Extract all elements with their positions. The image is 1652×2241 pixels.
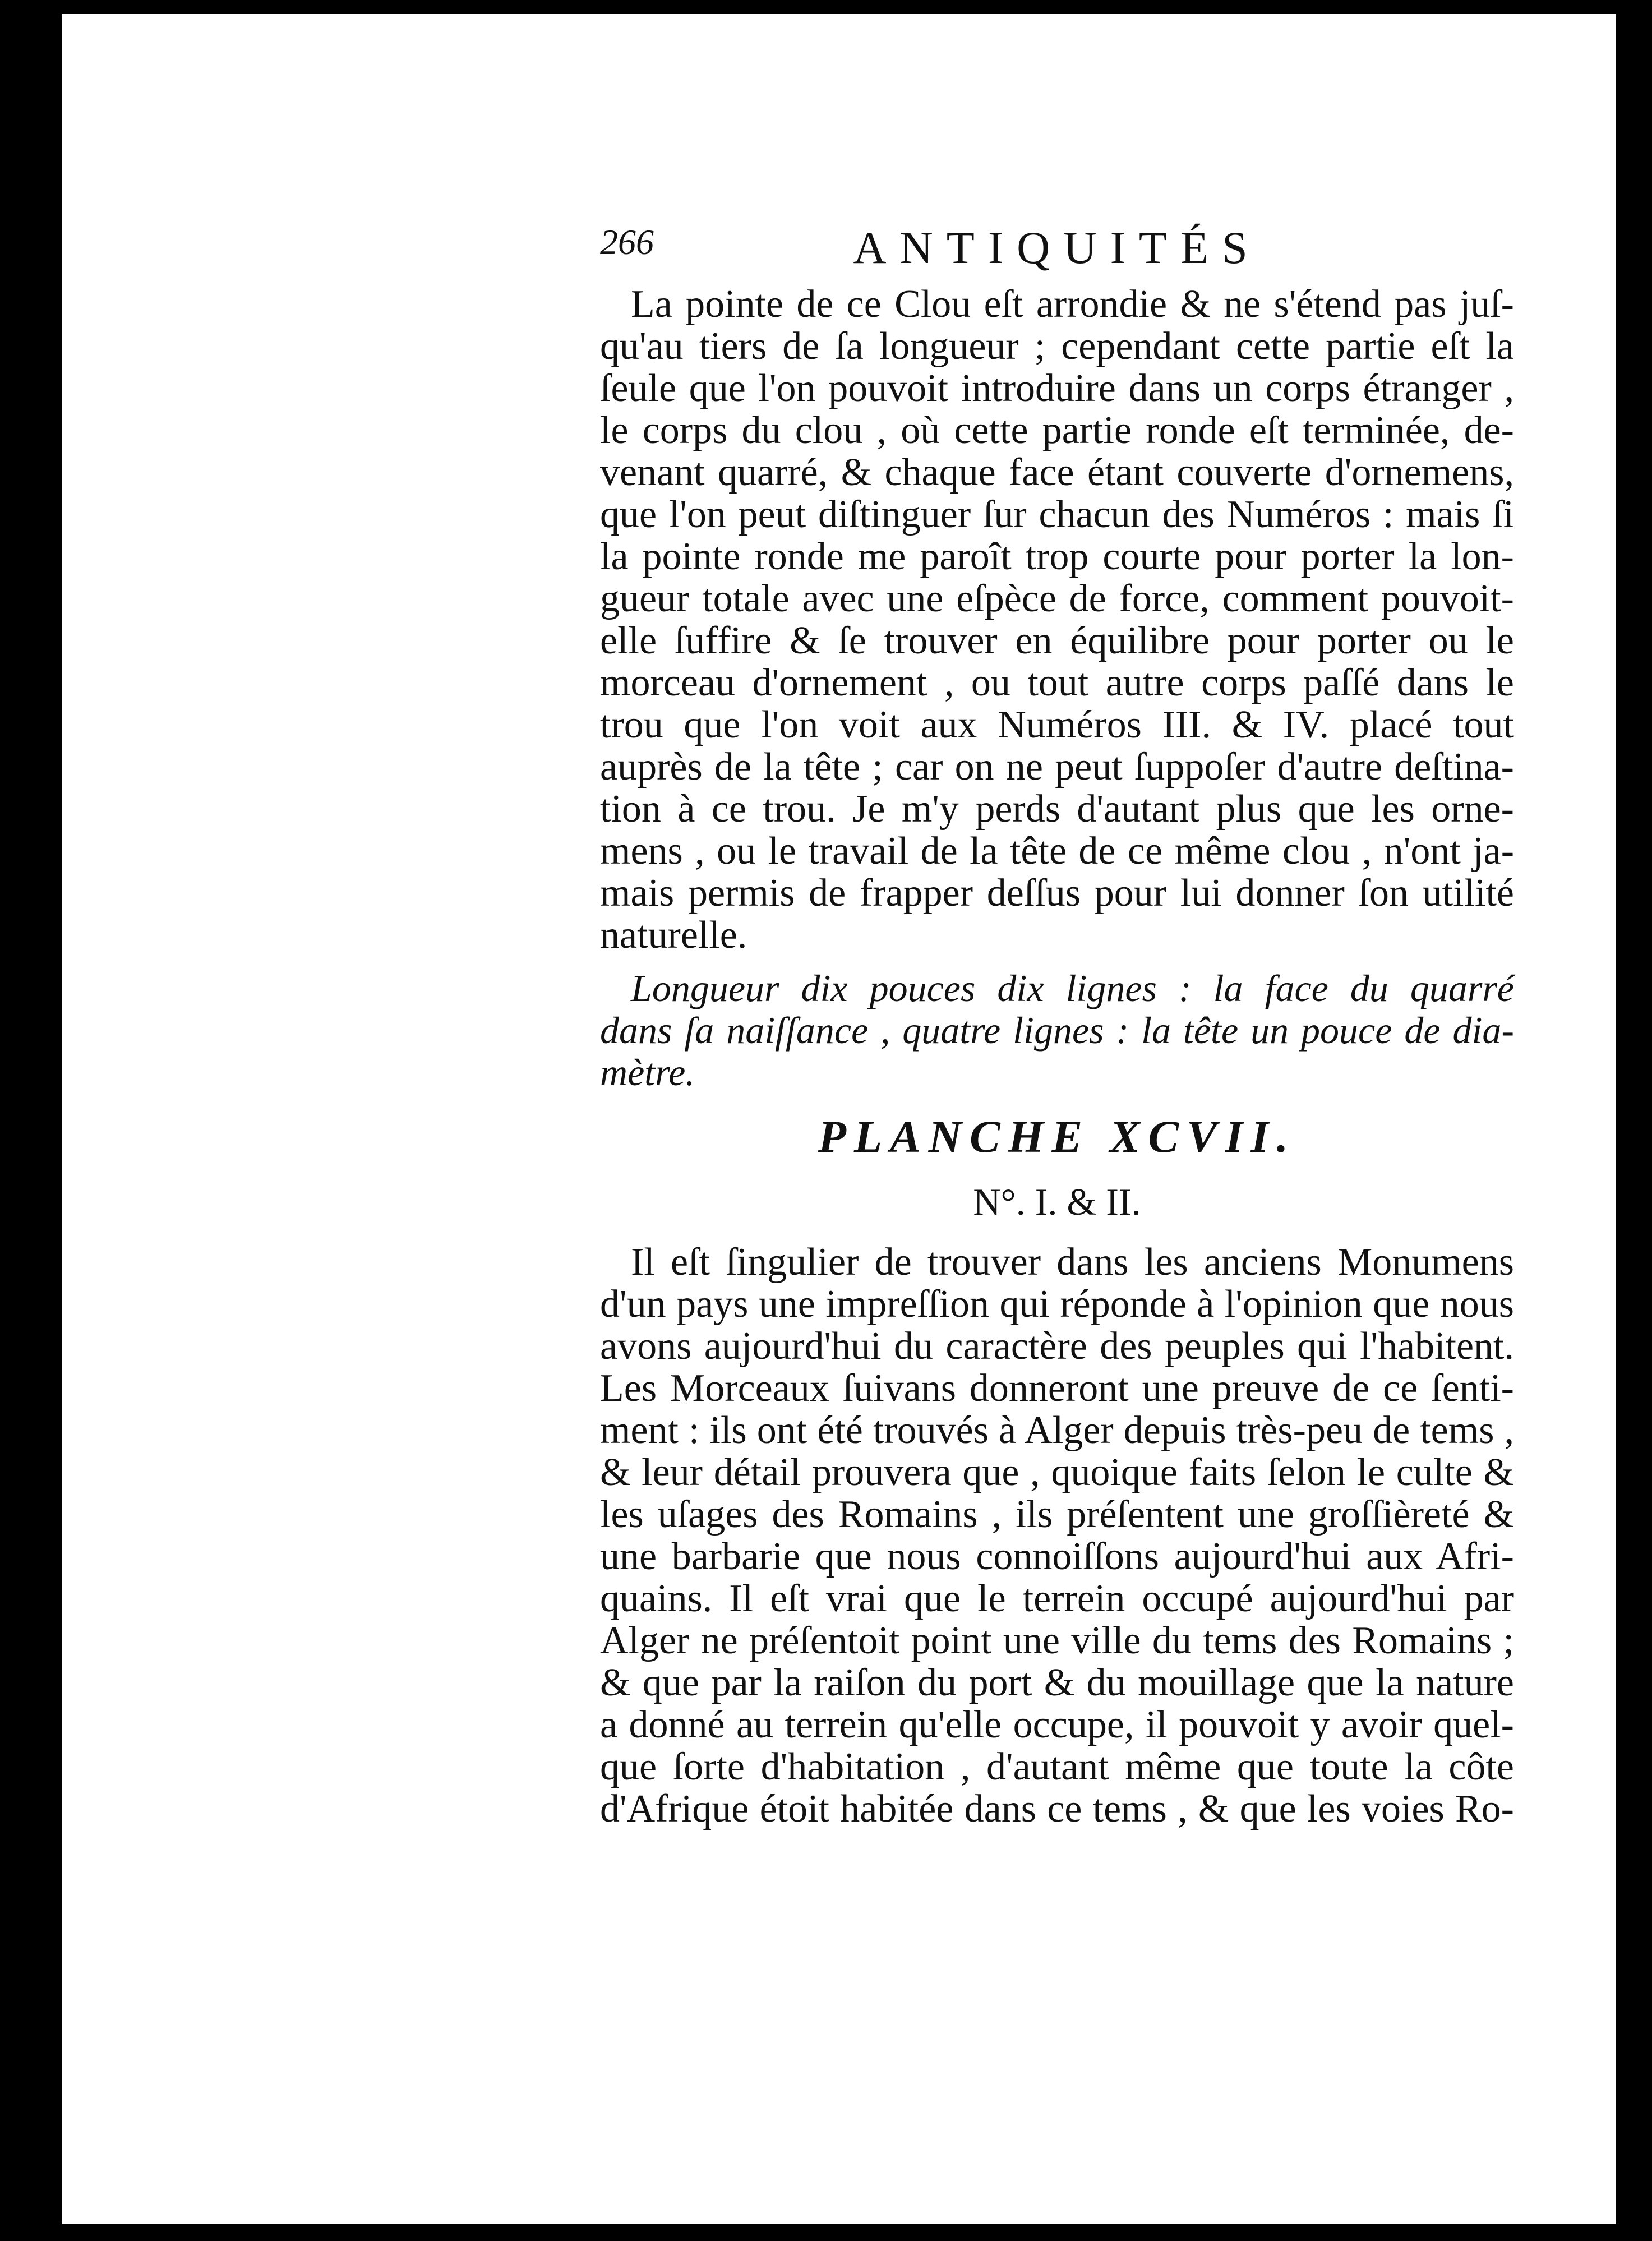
text-line: le corps du clou , où cette partie ronde eſt terminée, de- [600, 409, 1514, 452]
text-line: ment : ils ont été trouvés à Alger depuis très-peu de tems , [600, 1409, 1514, 1452]
text-line: trou que l'on voit aux Numéros III. & IV. placé tout [600, 703, 1514, 746]
text-line: Les Morceaux ſuivans donneront une preuve de ce ſenti- [600, 1367, 1514, 1410]
page-header [600, 222, 1514, 283]
page-number: 266 [600, 222, 654, 262]
text-line: mais permis de frapper deſſus pour lui donner ſon utilité [600, 872, 1514, 915]
text-line: avons aujourd'hui du caractère des peuples qui l'habitent. [600, 1325, 1514, 1368]
text-line: morceau d'ornement , ou tout autre corps paſſé dans le [600, 661, 1514, 704]
text-line: qu'au tiers de ſa longueur ; cependant cette partie eſt la [600, 325, 1514, 368]
text-line: une barbarie que nous connoiſſons aujourd'hui aux Afri- [600, 1535, 1514, 1578]
text-line: a donné au terrein qu'elle occupe, il pouvoit y avoir quel- [600, 1703, 1514, 1746]
text-line: naturelle. [600, 914, 747, 957]
text-line: Longueur dix pouces dix lignes : la face du quarré [631, 967, 1514, 1009]
text-line: mètre. [600, 1051, 695, 1094]
paragraph-alger [600, 1241, 1514, 1830]
text-line: que l'on peut diſtinguer ſur chacun des Numéros : mais ſi [600, 493, 1514, 536]
text-line: la pointe ronde me paroît trop courte pour porter la lon- [600, 535, 1514, 578]
text-line: d'un pays une impreſſion qui réponde à l'opinion que nous [600, 1283, 1514, 1326]
text-line: tion à ce trou. Je m'y perds d'autant plus que les orne- [600, 787, 1514, 831]
text-line: les uſages des Romains , ils préſentent une groſſièreté & [600, 1493, 1514, 1536]
page-sheet [62, 14, 1616, 2224]
text-block [600, 222, 1514, 1830]
measurement-note [600, 967, 1514, 1094]
text-line: La pointe de ce Clou eſt arrondie & ne s'étend pas juſ- [631, 283, 1514, 326]
text-line: d'Afrique étoit habitée dans ce tems , & que les voies Ro- [600, 1787, 1514, 1830]
text-line: auprès de la tête ; car on ne peut ſuppoſer d'autre deſtina- [600, 745, 1514, 789]
text-line: que ſorte d'habitation , d'autant même que toute la côte [600, 1745, 1514, 1788]
text-line: gueur totale avec une eſpèce de force, comment pouvoit- [600, 577, 1514, 620]
text-line: venant quarré, & chaque face étant couverte d'ornemens, [600, 451, 1514, 494]
text-line: Il eſt ſingulier de trouver dans les anciens Monumens [631, 1241, 1514, 1284]
paragraph-clou [600, 283, 1514, 956]
text-line: quains. Il eſt vrai que le terrein occupé aujourd'hui par [600, 1577, 1514, 1620]
text-line: Alger ne préſentoit point une ville du tems des Romains ; [600, 1619, 1514, 1662]
text-line: & que par la raiſon du port & du mouillage que la nature [600, 1661, 1514, 1704]
text-line: elle ſuffire & ſe trouver en équilibre pour porter ou le [600, 619, 1514, 662]
plate-subtitle: N°. I. & II. [973, 1181, 1141, 1223]
text-line: ſeule que l'on pouvoit introduire dans un corps étranger , [600, 367, 1514, 410]
text-line: mens , ou le travail de la tête de ce même clou , n'ont ja- [600, 829, 1514, 873]
plate-title: PLANCHE XCVII. [818, 1111, 1296, 1162]
text-line: & leur détail prouvera que , quoique faits ſelon le culte & [600, 1451, 1514, 1494]
running-head: ANTIQUITÉS [853, 222, 1261, 273]
text-line: dans ſa naiſſance , quatre lignes : la tête un pouce de dia- [600, 1009, 1514, 1052]
